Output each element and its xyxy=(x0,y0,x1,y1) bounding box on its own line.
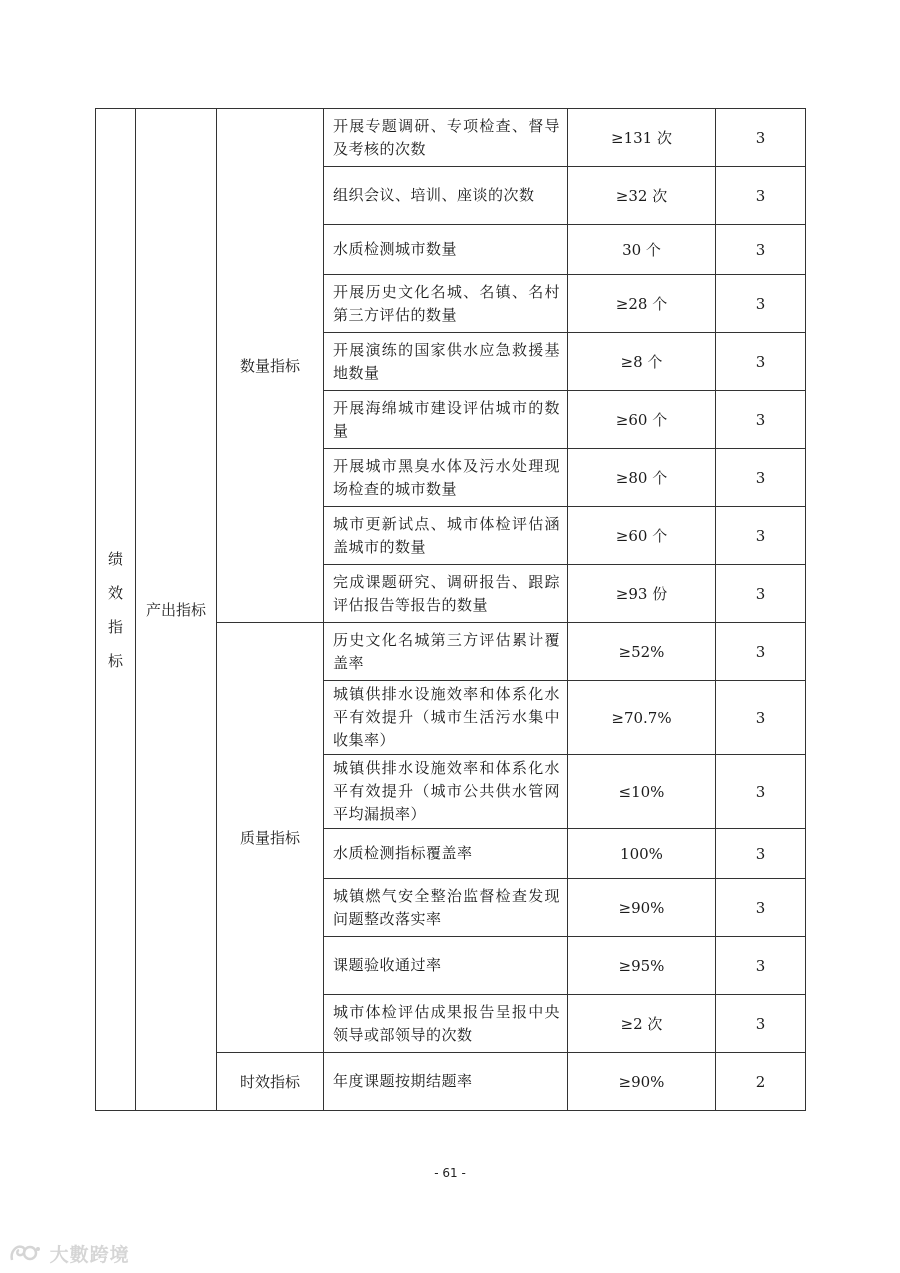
score-cell: 3 xyxy=(716,829,806,879)
watermark-text: 大數跨境 xyxy=(49,1244,130,1266)
indicator-cell: 开展专题调研、专项检查、督导及考核的次数 xyxy=(324,109,568,167)
group-label: 时效指标 xyxy=(239,1073,300,1091)
indicator-cell: 水质检测指标覆盖率 xyxy=(324,829,568,879)
value-cell: 30 个 xyxy=(568,225,716,275)
score-cell: 3 xyxy=(716,275,806,333)
indicator-cell: 城市体检评估成果报告呈报中央领导或部领导的次数 xyxy=(324,995,568,1053)
score-cell: 3 xyxy=(716,391,806,449)
group-label: 质量指标 xyxy=(239,829,300,847)
score-cell: 3 xyxy=(716,995,806,1053)
score-cell: 3 xyxy=(716,167,806,225)
group-quality-cell xyxy=(217,623,324,1053)
indicator-cell: 历史文化名城第三方评估累计覆盖率 xyxy=(324,623,568,681)
indicator-cell: 年度课题按期结题率 xyxy=(324,1053,568,1111)
value-cell: ≥131 次 xyxy=(568,109,716,167)
level1-label: 绩 效 指 标 xyxy=(107,549,123,670)
level2-cell xyxy=(136,109,217,1111)
score-cell: 3 xyxy=(716,755,806,829)
score-cell: 3 xyxy=(716,333,806,391)
value-cell: ≥95% xyxy=(568,937,716,995)
indicator-cell: 城镇供排水设施效率和体系化水平有效提升（城市生活污水集中收集率） xyxy=(324,681,568,755)
indicator-cell: 城镇燃气安全整治监督检查发现问题整改落实率 xyxy=(324,879,568,937)
indicator-cell: 完成课题研究、调研报告、跟踪评估报告等报告的数量 xyxy=(324,565,568,623)
score-cell: 3 xyxy=(716,449,806,507)
score-cell: 2 xyxy=(716,1053,806,1111)
value-cell: ≥60 个 xyxy=(568,391,716,449)
value-cell: ≥80 个 xyxy=(568,449,716,507)
value-cell: 100% xyxy=(568,829,716,879)
indicator-cell: 城镇供排水设施效率和体系化水平有效提升（城市公共供水管网平均漏损率） xyxy=(324,755,568,829)
level2-label: 产出指标 xyxy=(145,600,206,619)
group-label: 数量指标 xyxy=(239,357,300,375)
indicator-cell: 城市更新试点、城市体检评估涵盖城市的数量 xyxy=(324,507,568,565)
value-cell: ≥93 份 xyxy=(568,565,716,623)
value-cell: ≥8 个 xyxy=(568,333,716,391)
group-timeliness-cell xyxy=(217,1053,324,1111)
score-cell: 3 xyxy=(716,225,806,275)
value-cell: ≥90% xyxy=(568,879,716,937)
score-cell: 3 xyxy=(716,507,806,565)
value-cell: ≥52% xyxy=(568,623,716,681)
indicator-cell: 开展城市黑臭水体及污水处理现场检查的城市数量 xyxy=(324,449,568,507)
score-cell: 3 xyxy=(716,109,806,167)
score-cell: 3 xyxy=(716,623,806,681)
page-number: - 61 - xyxy=(434,1166,466,1180)
watermark-logo-icon xyxy=(8,1242,42,1269)
watermark xyxy=(8,1240,130,1269)
indicator-cell: 课题验收通过率 xyxy=(324,937,568,995)
group-quantity-cell xyxy=(217,109,324,623)
performance-indicator-table xyxy=(95,108,806,1111)
value-cell: ≤10% xyxy=(568,755,716,829)
indicator-cell: 开展历史文化名城、名镇、名村第三方评估的数量 xyxy=(324,275,568,333)
score-cell: 3 xyxy=(716,937,806,995)
indicator-cell: 组织会议、培训、座谈的次数 xyxy=(324,167,568,225)
score-cell: 3 xyxy=(716,879,806,937)
value-cell: ≥2 次 xyxy=(568,995,716,1053)
level1-cell xyxy=(96,109,136,1111)
score-cell: 3 xyxy=(716,681,806,755)
value-cell: ≥60 个 xyxy=(568,507,716,565)
indicator-cell: 开展演练的国家供水应急救援基地数量 xyxy=(324,333,568,391)
value-cell: ≥32 次 xyxy=(568,167,716,225)
score-cell: 3 xyxy=(716,565,806,623)
value-cell: ≥70.7% xyxy=(568,681,716,755)
value-cell: ≥90% xyxy=(568,1053,716,1111)
table-row xyxy=(96,109,806,167)
indicator-cell: 水质检测城市数量 xyxy=(324,225,568,275)
indicator-cell: 开展海绵城市建设评估城市的数量 xyxy=(324,391,568,449)
value-cell: ≥28 个 xyxy=(568,275,716,333)
